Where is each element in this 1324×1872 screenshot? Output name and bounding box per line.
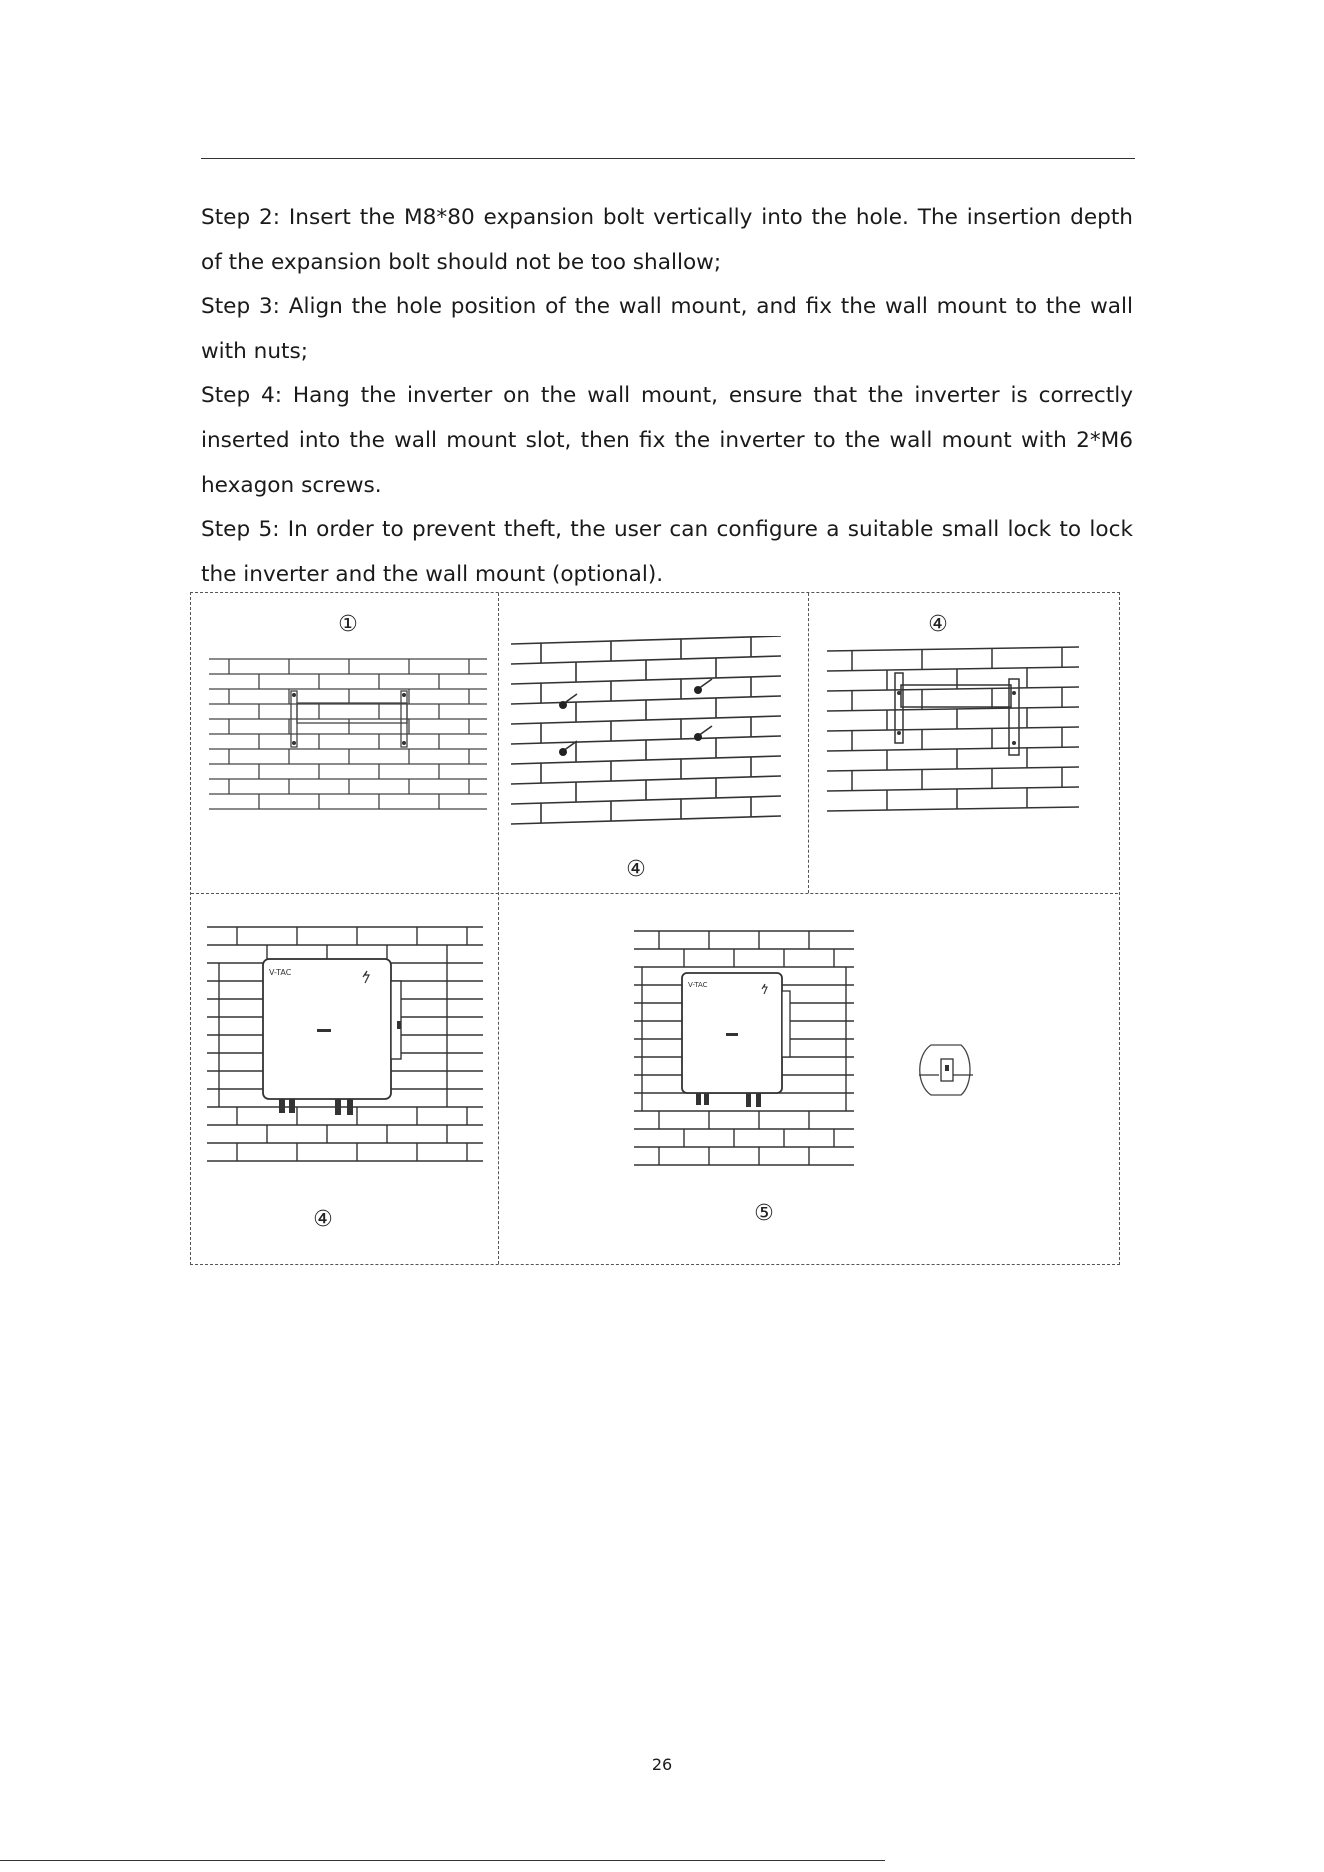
inverter-hung-illustration: [207, 921, 483, 1166]
panel-4-marker: ④: [313, 1207, 333, 1232]
panel-2-marker: ④: [626, 857, 646, 882]
panel-3-marker: ④: [928, 612, 948, 637]
svg-text:V-TAC: V-TAC: [269, 968, 292, 977]
inverter-lock-illustration: [634, 925, 854, 1170]
lock-detail-icon: [911, 1035, 981, 1105]
brick-wall-bracket-illustration: [209, 653, 487, 823]
footer-rule: [0, 1860, 885, 1861]
divider: [498, 593, 499, 1264]
step-3-paragraph: Step 3: Align the hole position of the wall mount, and fix the wall mount to the wall with nuts;: [201, 294, 1133, 364]
step-2-paragraph: Step 2: Insert the M8*80 expansion bolt vertically into the hole. The insertion depth of the expansion bolt should not be too shallow;: [201, 205, 1133, 275]
page-number: 26: [651, 1755, 673, 1774]
step-5-paragraph: Step 5: In order to prevent theft, the user can configure a suitable small lock to lock the inverter and the wall mount (optional).: [201, 517, 1133, 587]
expansion-bolts-illustration: [511, 636, 781, 841]
divider: [808, 593, 809, 893]
svg-text:V-TAC: V-TAC: [688, 981, 708, 989]
installation-figure: [190, 592, 1120, 1265]
wall-mount-fixed-illustration: [827, 643, 1079, 833]
divider: [191, 893, 1118, 894]
header-rule: [201, 158, 1135, 159]
instructions-text: [201, 196, 1133, 597]
step-4-paragraph: Step 4: Hang the inverter on the wall mount, ensure that the inverter is correctly inserted into the wall mount slot, then fix the inverter to the wall mount with 2*M6 hexagon screws.: [201, 383, 1133, 498]
panel-5-marker: ⑤: [754, 1201, 774, 1226]
panel-1-marker: ①: [338, 612, 358, 637]
